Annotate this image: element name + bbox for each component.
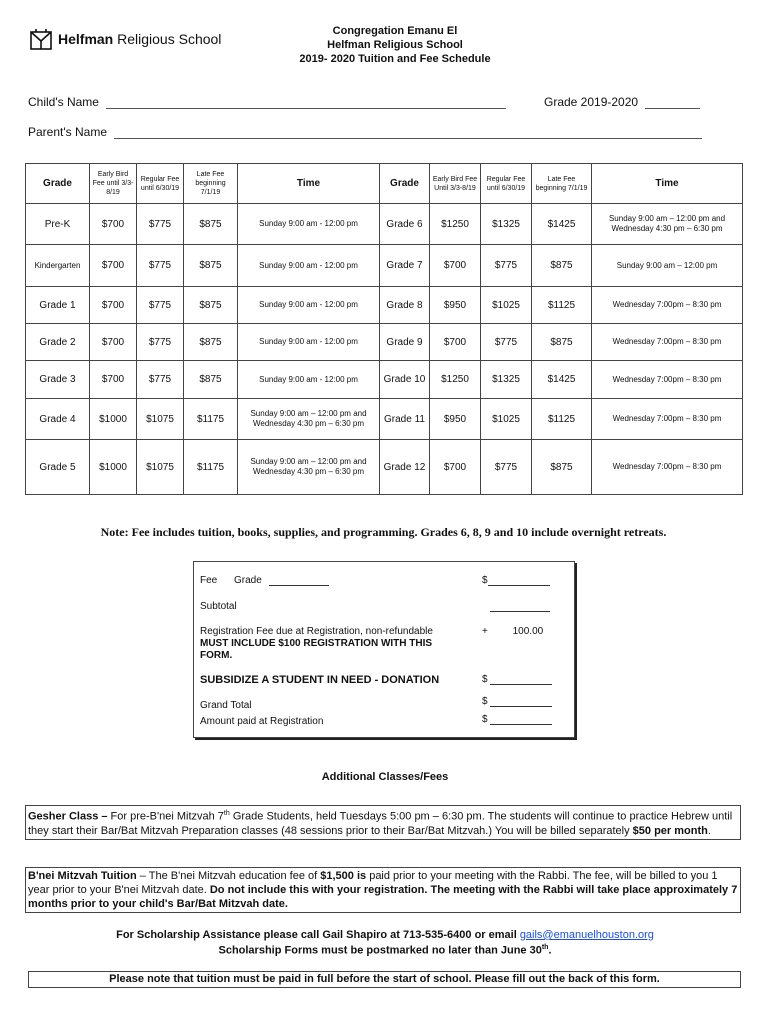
early-fee-cell: $700: [430, 324, 481, 361]
early-fee-cell: $1250: [430, 204, 481, 245]
early-fee-cell: $700: [90, 361, 137, 399]
regular-fee-cell: $775: [137, 245, 184, 287]
early-fee-cell: $950: [430, 287, 481, 324]
late-fee-cell: $1175: [184, 399, 238, 440]
grade-cell: Kindergarten: [26, 245, 90, 287]
title-congregation: Congregation Emanu El: [332, 25, 458, 37]
early-fee-cell: $700: [90, 245, 137, 287]
subsidize-amount-field[interactable]: $: [482, 674, 552, 685]
header-regular-right: Regular Fee until 6/30/19: [481, 164, 532, 204]
child-name-field[interactable]: [28, 95, 506, 109]
subsidize-label: SUBSIDIZE A STUDENT IN NEED - DONATION: [200, 674, 440, 686]
school-logo-icon: [30, 28, 52, 50]
early-fee-cell: $700: [430, 245, 481, 287]
fee-note: Note: Fee includes tuition, books, supplies, and programming. Grades 6, 8, 9 and 10 include overnight retreats.: [100, 525, 667, 539]
grade-blank[interactable]: [645, 108, 700, 109]
header-early-bird-right: Early Bird Fee Until 3/3-8/19: [430, 164, 481, 204]
time-cell: Sunday 9:00 am – 12:00 pm and Wednesday 4:30 pm – 6:30 pm: [238, 399, 380, 440]
late-fee-cell: $1425: [532, 361, 592, 399]
grade-cell: Grade 12: [380, 440, 430, 495]
late-fee-cell: $875: [532, 324, 592, 361]
grade-cell: Grade 4: [26, 399, 90, 440]
early-fee-cell: $1000: [90, 440, 137, 495]
school-logo-text: Helfman Religious School: [58, 31, 222, 47]
time-cell: Sunday 9:00 am – 12:00 pm and Wednesday 4:30 pm – 6:30 pm: [238, 440, 380, 495]
parent-name-label: Parent's Name: [28, 125, 107, 139]
grand-total-label: Grand Total: [200, 700, 252, 711]
late-fee-cell: $875: [184, 204, 238, 245]
registration-fee-amount: + 100.00: [482, 626, 544, 637]
early-fee-cell: $700: [90, 287, 137, 324]
early-fee-cell: $700: [90, 324, 137, 361]
scholarship-contact: For Scholarship Assistance please call Gail Shapiro at 713-535-6400 or email gails@emanuelhouston.org: [116, 929, 654, 941]
title-schedule: 2019- 2020 Tuition and Fee Schedule: [299, 53, 491, 65]
title-school: Helfman Religious School: [327, 39, 463, 51]
tuition-schedule-table: [25, 163, 743, 495]
regular-fee-cell: $1075: [137, 399, 184, 440]
footer-note: Please note that tuition must be paid in full before the start of school. Please fill out the back of this form.: [28, 971, 741, 988]
header-regular: Regular Fee until 6/30/19: [137, 164, 184, 204]
amount-paid-label: Amount paid at Registration: [200, 716, 324, 727]
scholarship-deadline: Scholarship Forms must be postmarked no later than June 30th.: [218, 944, 552, 957]
late-fee-cell: $875: [184, 245, 238, 287]
regular-fee-cell: $775: [481, 440, 532, 495]
amount-paid-field[interactable]: $: [482, 714, 552, 725]
regular-fee-cell: $775: [481, 324, 532, 361]
header-late: Late Fee beginning 7/1/19: [184, 164, 238, 204]
early-fee-cell: $1000: [90, 399, 137, 440]
time-cell: Wednesday 7:00pm – 8:30 pm: [592, 361, 743, 399]
grade-cell: Grade 5: [26, 440, 90, 495]
parent-name-field[interactable]: [28, 125, 702, 139]
time-cell: Sunday 9:00 am – 12:00 pm: [592, 245, 743, 287]
late-fee-cell: $875: [532, 440, 592, 495]
regular-fee-cell: $1025: [481, 287, 532, 324]
time-cell: Wednesday 7:00pm – 8:30 pm: [592, 440, 743, 495]
subtotal-label: Subtotal: [200, 601, 237, 612]
time-cell: Sunday 9:00 am - 12:00 pm: [238, 287, 380, 324]
header-time: Time: [238, 164, 380, 204]
early-fee-cell: $1250: [430, 361, 481, 399]
late-fee-cell: $875: [184, 324, 238, 361]
grade-cell: Grade 9: [380, 324, 430, 361]
time-cell: Sunday 9:00 am - 12:00 pm: [238, 245, 380, 287]
fee-grade-row: [200, 575, 329, 586]
school-logo: [30, 28, 221, 50]
late-fee-cell: $875: [184, 361, 238, 399]
additional-classes-title: Additional Classes/Fees: [321, 771, 449, 783]
regular-fee-cell: $775: [137, 361, 184, 399]
gesher-class-panel: Gesher Class – For pre-B'nei Mitzvah 7th Grade Students, held Tuesdays 5:00 pm – 6:30 pm. The students will continue to practice Hebrew until they start their Bar/Bat Mitzvah Preparation classes (48 sessions prior to their Bar/Bat Mitzvah.) You will be billed separately $50 per month.: [25, 805, 741, 840]
table-row: [26, 440, 743, 495]
bnei-title: B'nei Mitzvah Tuition: [28, 870, 137, 882]
time-cell: Sunday 9:00 am - 12:00 pm: [238, 361, 380, 399]
regular-fee-cell: $1075: [137, 440, 184, 495]
table-row: [26, 361, 743, 399]
late-fee-cell: $875: [184, 287, 238, 324]
header-grade: Grade: [26, 164, 90, 204]
time-cell: Wednesday 7:00pm – 8:30 pm: [592, 287, 743, 324]
late-fee-cell: $1425: [532, 204, 592, 245]
regular-fee-cell: $775: [137, 204, 184, 245]
fee-amount-field[interactable]: [482, 575, 550, 586]
registration-fee-label: Registration Fee due at Registration, non-refundable: [200, 626, 433, 637]
child-name-blank[interactable]: [106, 108, 506, 109]
scholarship-email-link[interactable]: gails@emanuelhouston.org: [519, 929, 654, 941]
bnei-mitzvah-panel: B'nei Mitzvah Tuition – The B'nei Mitzvah education fee of $1,500 is paid prior to your meeting with the Rabbi. The fee, will be billed to you 1 year prior to your B'nei Mitzvah date. Do not include this with your registration. The meeting with the Rabbi will take place approximately 7 months prior to your child's Bar/Bat Mitzvah date.: [25, 867, 741, 913]
grade-cell: Grade 6: [380, 204, 430, 245]
late-fee-cell: $875: [532, 245, 592, 287]
early-fee-cell: $700: [90, 204, 137, 245]
grade-field[interactable]: [544, 95, 700, 109]
early-fee-cell: $700: [430, 440, 481, 495]
early-fee-cell: $950: [430, 399, 481, 440]
table-header-row: [26, 164, 743, 204]
grand-total-field[interactable]: $: [482, 696, 552, 707]
time-cell: Sunday 9:00 am - 12:00 pm: [238, 204, 380, 245]
regular-fee-cell: $775: [137, 287, 184, 324]
time-cell: Sunday 9:00 am – 12:00 pm and Wednesday 4:30 pm – 6:30 pm: [592, 204, 743, 245]
table-row: [26, 324, 743, 361]
table-row: [26, 399, 743, 440]
parent-name-blank[interactable]: [114, 138, 702, 139]
grade-cell: Grade 1: [26, 287, 90, 324]
table-row: [26, 245, 743, 287]
time-cell: Sunday 9:00 am - 12:00 pm: [238, 324, 380, 361]
header-time-right: Time: [592, 164, 743, 204]
time-cell: Wednesday 7:00pm – 8:30 pm: [592, 399, 743, 440]
late-fee-cell: $1125: [532, 399, 592, 440]
grade-cell: Grade 11: [380, 399, 430, 440]
registration-fee-text: [200, 626, 450, 662]
grade-cell: Pre-K: [26, 204, 90, 245]
late-fee-cell: $1125: [532, 287, 592, 324]
child-name-label: Child's Name: [28, 95, 99, 109]
table-row: [26, 287, 743, 324]
fee-calculation-box: [193, 561, 575, 738]
grade-cell: Grade 8: [380, 287, 430, 324]
regular-fee-cell: $1325: [481, 204, 532, 245]
table-row: [26, 204, 743, 245]
grade-cell: Grade 10: [380, 361, 430, 399]
regular-fee-cell: $1325: [481, 361, 532, 399]
grade-cell: Grade 3: [26, 361, 90, 399]
fee-dollar: $: [482, 575, 488, 586]
header-grade-right: Grade: [380, 164, 430, 204]
fee-grade-label: Grade: [234, 575, 262, 586]
late-fee-cell: $1175: [184, 440, 238, 495]
fee-grade-blank[interactable]: [269, 585, 329, 586]
regular-fee-cell: $1025: [481, 399, 532, 440]
grade-cell: Grade 2: [26, 324, 90, 361]
regular-fee-cell: $775: [481, 245, 532, 287]
grade-label: Grade 2019-2020: [544, 95, 639, 109]
document-title: [230, 24, 560, 66]
fee-label: Fee: [200, 575, 218, 586]
grade-cell: Grade 7: [380, 245, 430, 287]
subtotal-blank[interactable]: [490, 601, 550, 612]
registration-fee-must: MUST INCLUDE $100 REGISTRATION WITH THIS FORM.: [200, 638, 433, 661]
header-early-bird: Early Bird Fee until 3/3-8/19: [90, 164, 137, 204]
time-cell: Wednesday 7:00pm – 8:30 pm: [592, 324, 743, 361]
regular-fee-cell: $775: [137, 324, 184, 361]
header-late-right: Late Fee beginning 7/1/19: [532, 164, 592, 204]
gesher-title: Gesher Class –: [28, 810, 108, 823]
